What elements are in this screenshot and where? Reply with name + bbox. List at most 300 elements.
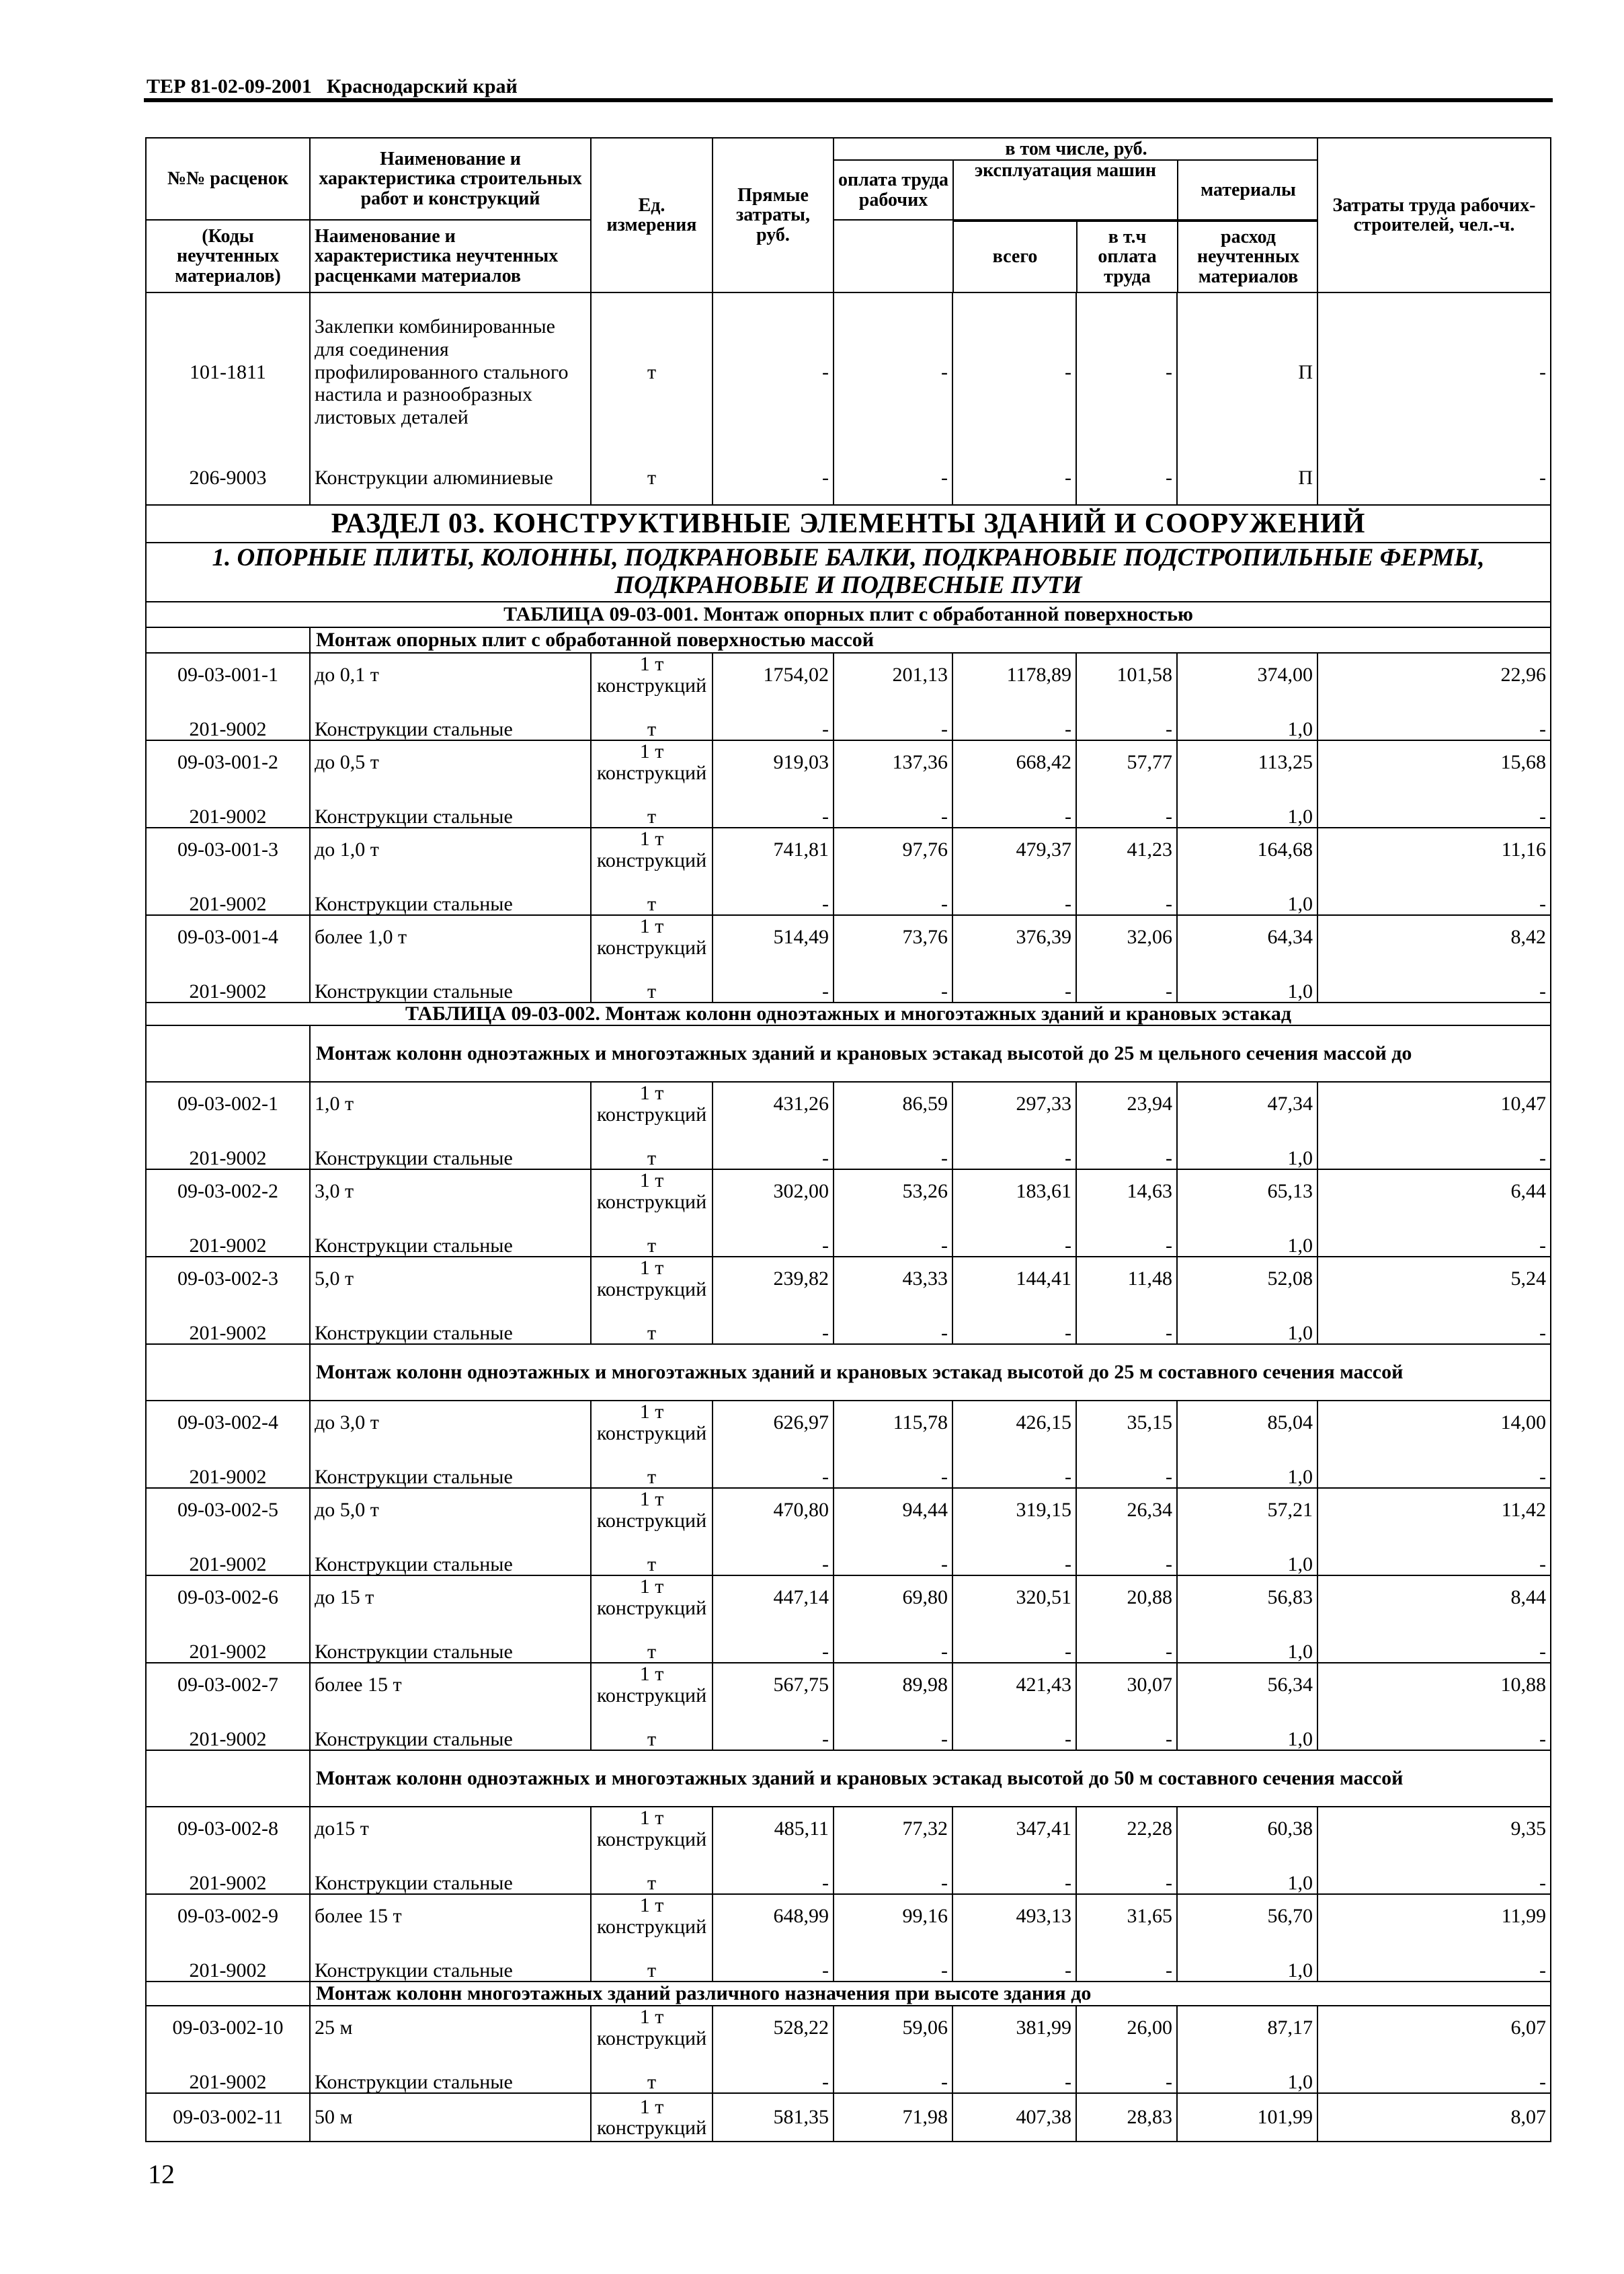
subsection-title-cell: 1. ОПОРНЫЕ ПЛИТЫ, КОЛОННЫ, ПОДКРАНОВЫЕ БАЛКИ, ПОДКРАНОВЫЕ ПОДСТРОПИЛЬНЫЕ ФЕРМЫ, ПОДКРАНОВЫЕ И ПОДВЕСНЫЕ ПУТИ xyxy=(146,543,1551,602)
material-name: Конструкции стальные xyxy=(310,958,591,1003)
header-rule xyxy=(144,98,1553,102)
material-machine-cost-cell: - xyxy=(952,696,1076,740)
material-wage-cell: - xyxy=(834,1212,952,1257)
col-direct-header: Прямые затраты, руб. xyxy=(713,138,834,292)
wage-cell: 77,32 xyxy=(834,1807,952,1850)
material-machine-wage-cell: - xyxy=(1076,1125,1177,1169)
material-machine-wage-cell: - xyxy=(1076,1850,1177,1894)
material-qty-cell: 1,0 xyxy=(1177,1937,1317,1982)
direct-cost-cell: 626,97 xyxy=(713,1401,834,1444)
material-wage-cell: - xyxy=(834,2049,952,2093)
direct-cost-cell: 1754,02 xyxy=(713,653,834,696)
machine-cost-cell: 320,51 xyxy=(952,1575,1076,1618)
machine-wage-cell: 101,58 xyxy=(1076,653,1177,696)
col-machine-wage-header: в т.ч оплата труда xyxy=(1077,221,1178,292)
material-labor-cell: - xyxy=(1317,1706,1551,1750)
material-name: Конструкции стальные xyxy=(310,1531,591,1575)
col-code-subheader: (Коды неучтенных материалов) xyxy=(146,220,310,292)
labor-cell: 9,35 xyxy=(1317,1807,1551,1850)
wage-cell: - xyxy=(834,451,952,505)
rate-code: 09-03-001-1 xyxy=(146,653,310,696)
rate-row xyxy=(146,740,1551,783)
group-code-cell xyxy=(146,1344,310,1401)
col-wage-header: оплата труда рабочих xyxy=(834,160,953,219)
rate-code: 09-03-002-6 xyxy=(146,1575,310,1618)
unit-cell: 1 т конструкций xyxy=(591,740,713,783)
wage-cell: 73,76 xyxy=(834,915,952,958)
materials-cell: 101,99 xyxy=(1177,2093,1317,2142)
material-name: Конструкции стальные xyxy=(310,1300,591,1344)
direct-cost-cell: 741,81 xyxy=(713,828,834,871)
machine-cost-cell: 1178,89 xyxy=(952,653,1076,696)
rate-row xyxy=(146,2093,1551,2142)
material-labor-cell: - xyxy=(1317,1212,1551,1257)
machine-cost-cell: 421,43 xyxy=(952,1663,1076,1706)
machine-cost-cell: 479,37 xyxy=(952,828,1076,871)
material-labor-cell: - xyxy=(1317,1125,1551,1169)
material-machine-cost-cell: - xyxy=(952,783,1076,828)
table2-title xyxy=(146,1003,1551,1025)
rate-row xyxy=(146,292,1551,451)
material-labor-cell: - xyxy=(1317,1850,1551,1894)
subheader-table-top xyxy=(834,139,1317,219)
material-row xyxy=(146,871,1551,915)
col-mat-qty-header: расход неучтенных материалов xyxy=(1178,221,1317,292)
machine-cost-cell: 407,38 xyxy=(952,2093,1076,2142)
material-unit: т xyxy=(591,1531,713,1575)
material-labor-cell: - xyxy=(1317,1937,1551,1982)
material-qty-cell: 1,0 xyxy=(1177,1300,1317,1344)
rate-code: 101-1811 xyxy=(146,292,310,451)
material-code: 201-9002 xyxy=(146,1300,310,1344)
material-name: Конструкции стальные xyxy=(310,1706,591,1750)
materials-cell: 57,21 xyxy=(1177,1488,1317,1531)
material-row xyxy=(146,958,1551,1003)
page-header xyxy=(147,75,518,98)
material-wage-cell: - xyxy=(834,958,952,1003)
rate-row xyxy=(146,1257,1551,1300)
col-unit-header: Ед. измерения xyxy=(591,138,713,292)
material-machine-wage-cell: - xyxy=(1076,871,1177,915)
materials-cell: 113,25 xyxy=(1177,740,1317,783)
wage-cell: 99,16 xyxy=(834,1894,952,1937)
unit-cell: 1 т конструкций xyxy=(591,1401,713,1444)
material-machine-wage-cell: - xyxy=(1076,1444,1177,1488)
material-direct-cost-cell: - xyxy=(713,1300,834,1344)
material-machine-wage-cell: - xyxy=(1076,1300,1177,1344)
material-labor-cell: - xyxy=(1317,783,1551,828)
material-unit: т xyxy=(591,1125,713,1169)
material-unit: т xyxy=(591,1300,713,1344)
machine-wage-cell: 32,06 xyxy=(1076,915,1177,958)
direct-cost-cell: 514,49 xyxy=(713,915,834,958)
rate-row xyxy=(146,1488,1551,1531)
material-row xyxy=(146,1444,1551,1488)
rate-row xyxy=(146,1082,1551,1125)
material-row xyxy=(146,1300,1551,1344)
material-wage-cell: - xyxy=(834,696,952,740)
rate-name: до 5,0 т xyxy=(310,1488,591,1531)
rate-name: до15 т xyxy=(310,1807,591,1850)
material-machine-cost-cell: - xyxy=(952,1444,1076,1488)
material-direct-cost-cell: - xyxy=(713,871,834,915)
material-machine-cost-cell: - xyxy=(952,1531,1076,1575)
unit-cell: 1 т конструкций xyxy=(591,2093,713,2142)
material-machine-cost-cell: - xyxy=(952,1212,1076,1257)
col-machine-group-header: эксплуатация машин xyxy=(953,160,1178,219)
group-code-cell xyxy=(146,627,310,653)
unit-cell: 1 т конструкций xyxy=(591,828,713,871)
direct-cost-cell: 431,26 xyxy=(713,1082,834,1125)
materials-cell: 65,13 xyxy=(1177,1169,1317,1212)
rate-code: 09-03-001-2 xyxy=(146,740,310,783)
material-code: 201-9002 xyxy=(146,1212,310,1257)
labor-cell: - xyxy=(1317,451,1551,505)
material-unit: т xyxy=(591,696,713,740)
rate-code: 09-03-001-4 xyxy=(146,915,310,958)
rate-code: 206-9003 xyxy=(146,451,310,505)
material-qty-cell: 1,0 xyxy=(1177,1125,1317,1169)
materials-cell: 56,70 xyxy=(1177,1894,1317,1937)
labor-cell: 8,07 xyxy=(1317,2093,1551,2142)
material-name: Конструкции стальные xyxy=(310,1850,591,1894)
material-code: 201-9002 xyxy=(146,1706,310,1750)
wage-cell: 89,98 xyxy=(834,1663,952,1706)
rate-name: до 0,1 т xyxy=(310,653,591,696)
labor-cell: 10,88 xyxy=(1317,1663,1551,1706)
machine-cost-cell: 297,33 xyxy=(952,1082,1076,1125)
material-machine-cost-cell: - xyxy=(952,958,1076,1003)
material-code: 201-9002 xyxy=(146,696,310,740)
material-direct-cost-cell: - xyxy=(713,1937,834,1982)
rate-name: до 15 т xyxy=(310,1575,591,1618)
rate-code: 09-03-002-2 xyxy=(146,1169,310,1212)
group-code-cell xyxy=(146,1025,310,1082)
material-labor-cell: - xyxy=(1317,2049,1551,2093)
rate-code: 09-03-002-5 xyxy=(146,1488,310,1531)
col-name-header: Наименование и характеристика строительных работ и конструкций xyxy=(310,138,591,220)
machine-wage-cell: 41,23 xyxy=(1076,828,1177,871)
material-code: 201-9002 xyxy=(146,1937,310,1982)
material-wage-cell: - xyxy=(834,1531,952,1575)
material-direct-cost-cell: - xyxy=(713,2049,834,2093)
machine-cost-cell: 381,99 xyxy=(952,2006,1076,2049)
rate-row xyxy=(146,915,1551,958)
material-wage-cell: - xyxy=(834,1850,952,1894)
group-row xyxy=(146,1750,1551,1807)
rate-name: 1,0 т xyxy=(310,1082,591,1125)
wage-cell: 43,33 xyxy=(834,1257,952,1300)
material-name: Конструкции стальные xyxy=(310,871,591,915)
group-title: Монтаж колонн многоэтажных зданий различного назначения при высоте здания до xyxy=(310,1982,1551,2006)
unit-cell: 1 т конструкций xyxy=(591,1894,713,1937)
rate-name: более 1,0 т xyxy=(310,915,591,958)
material-row xyxy=(146,696,1551,740)
rate-code: 09-03-002-8 xyxy=(146,1807,310,1850)
direct-cost-cell: 447,14 xyxy=(713,1575,834,1618)
machine-wage-cell: 26,00 xyxy=(1076,2006,1177,2049)
materials-cell: П xyxy=(1177,292,1317,451)
machine-cost-cell: 144,41 xyxy=(952,1257,1076,1300)
machine-cost-cell: 493,13 xyxy=(952,1894,1076,1937)
group-row xyxy=(146,1982,1551,2006)
group-row xyxy=(146,1344,1551,1401)
material-machine-wage-cell: - xyxy=(1076,2049,1177,2093)
material-code: 201-9002 xyxy=(146,1850,310,1894)
material-wage-cell: - xyxy=(834,1444,952,1488)
page-number: 12 xyxy=(148,2159,175,2189)
direct-cost-cell: 302,00 xyxy=(713,1169,834,1212)
unit-cell: 1 т конструкций xyxy=(591,1807,713,1850)
unit-cell: т xyxy=(591,451,713,505)
rate-row xyxy=(146,1401,1551,1444)
machine-wage-cell: 23,94 xyxy=(1076,1082,1177,1125)
material-unit: т xyxy=(591,871,713,915)
unit-cell: 1 т конструкций xyxy=(591,1169,713,1212)
material-row xyxy=(146,783,1551,828)
machine-wage-cell: 11,48 xyxy=(1076,1257,1177,1300)
group-title: Монтаж опорных плит с обработанной поверхностью массой xyxy=(310,627,1551,653)
material-machine-wage-cell: - xyxy=(1076,1937,1177,1982)
materials-cell: 52,08 xyxy=(1177,1257,1317,1300)
rate-name: 5,0 т xyxy=(310,1257,591,1300)
wage-cell: 53,26 xyxy=(834,1169,952,1212)
material-wage-cell: - xyxy=(834,1618,952,1663)
wage-cell: 97,76 xyxy=(834,828,952,871)
unit-cell: 1 т конструкций xyxy=(591,1663,713,1706)
material-code: 201-9002 xyxy=(146,2049,310,2093)
material-wage-cell: - xyxy=(834,1125,952,1169)
col-code-header: №№ расценок xyxy=(146,138,310,220)
material-name: Конструкции стальные xyxy=(310,1212,591,1257)
wage-cell: 94,44 xyxy=(834,1488,952,1531)
material-machine-wage-cell: - xyxy=(1076,1531,1177,1575)
material-unit: т xyxy=(591,1937,713,1982)
material-labor-cell: - xyxy=(1317,1444,1551,1488)
material-row xyxy=(146,1937,1551,1982)
group-title: Монтаж колонн одноэтажных и многоэтажных зданий и крановых эстакад высотой до 50 м составного сечения массой xyxy=(310,1750,1551,1807)
material-machine-cost-cell: - xyxy=(952,1125,1076,1169)
material-unit: т xyxy=(591,1618,713,1663)
machine-cost-cell: 376,39 xyxy=(952,915,1076,958)
material-direct-cost-cell: - xyxy=(713,958,834,1003)
machine-cost-cell: - xyxy=(952,292,1076,451)
labor-cell: 14,00 xyxy=(1317,1401,1551,1444)
material-direct-cost-cell: - xyxy=(713,1125,834,1169)
section-title xyxy=(146,505,1551,543)
direct-cost-cell: 485,11 xyxy=(713,1807,834,1850)
wage-cell: 69,80 xyxy=(834,1575,952,1618)
material-code: 201-9002 xyxy=(146,1444,310,1488)
col-materials-header: материалы xyxy=(1201,179,1296,200)
rate-row xyxy=(146,451,1551,505)
materials-cell: 87,17 xyxy=(1177,2006,1317,2049)
rate-name: 50 м xyxy=(310,2093,591,2142)
document-region: Краснодарский край xyxy=(326,75,518,97)
machine-wage-cell: 26,34 xyxy=(1076,1488,1177,1531)
machine-wage-cell: 57,77 xyxy=(1076,740,1177,783)
in-that-number-subgroup xyxy=(834,220,1317,292)
material-unit: т xyxy=(591,1850,713,1894)
material-row xyxy=(146,2049,1551,2093)
material-code: 201-9002 xyxy=(146,1531,310,1575)
header-row-top xyxy=(146,138,1551,220)
col-labor-header: Затраты труда рабочих-строителей, чел.-ч. xyxy=(1317,138,1551,292)
machine-wage-cell: 28,83 xyxy=(1076,2093,1177,2142)
group-header: в том числе, руб. xyxy=(834,139,1317,160)
direct-cost-cell: - xyxy=(713,451,834,505)
material-labor-cell: - xyxy=(1317,1531,1551,1575)
material-wage-cell: - xyxy=(834,1706,952,1750)
material-qty-cell: 1,0 xyxy=(1177,871,1317,915)
material-unit: т xyxy=(591,1212,713,1257)
material-name: Конструкции стальные xyxy=(310,1444,591,1488)
material-labor-cell: - xyxy=(1317,1618,1551,1663)
material-wage-cell: - xyxy=(834,1300,952,1344)
material-machine-wage-cell: - xyxy=(1076,783,1177,828)
material-direct-cost-cell: - xyxy=(713,696,834,740)
rate-name: более 15 т xyxy=(310,1894,591,1937)
material-machine-cost-cell: - xyxy=(952,1300,1076,1344)
material-qty-cell: 1,0 xyxy=(1177,1212,1317,1257)
machine-cost-cell: 319,15 xyxy=(952,1488,1076,1531)
in-that-number-group xyxy=(834,138,1317,220)
material-direct-cost-cell: - xyxy=(713,783,834,828)
materials-cell: П xyxy=(1177,451,1317,505)
material-row xyxy=(146,1618,1551,1663)
materials-cell: 85,04 xyxy=(1177,1401,1317,1444)
direct-cost-cell: 581,35 xyxy=(713,2093,834,2142)
material-row xyxy=(146,1212,1551,1257)
rate-row xyxy=(146,1807,1551,1850)
labor-cell: 10,47 xyxy=(1317,1082,1551,1125)
material-machine-cost-cell: - xyxy=(952,1850,1076,1894)
group-row xyxy=(146,627,1551,653)
material-qty-cell: 1,0 xyxy=(1177,1444,1317,1488)
subheader-table-bottom xyxy=(834,221,1317,292)
rate-code: 09-03-002-11 xyxy=(146,2093,310,2142)
rate-name: до 3,0 т xyxy=(310,1401,591,1444)
labor-cell: 11,16 xyxy=(1317,828,1551,871)
rate-code: 09-03-002-7 xyxy=(146,1663,310,1706)
rate-name: до 0,5 т xyxy=(310,740,591,783)
material-name: Конструкции стальные xyxy=(310,2049,591,2093)
material-labor-cell: - xyxy=(1317,1300,1551,1344)
direct-cost-cell: 528,22 xyxy=(713,2006,834,2049)
rate-row xyxy=(146,2006,1551,2049)
material-qty-cell: 1,0 xyxy=(1177,1850,1317,1894)
direct-cost-cell: 470,80 xyxy=(713,1488,834,1531)
material-row xyxy=(146,1531,1551,1575)
material-machine-wage-cell: - xyxy=(1076,958,1177,1003)
material-name: Конструкции стальные xyxy=(310,1618,591,1663)
material-labor-cell: - xyxy=(1317,958,1551,1003)
direct-cost-cell: - xyxy=(713,292,834,451)
group-title: Монтаж колонн одноэтажных и многоэтажных зданий и крановых эстакад высотой до 25 м цельного сечения массой до xyxy=(310,1025,1551,1082)
material-row xyxy=(146,1125,1551,1169)
material-direct-cost-cell: - xyxy=(713,1706,834,1750)
rate-row xyxy=(146,1169,1551,1212)
wage-cell: 86,59 xyxy=(834,1082,952,1125)
materials-cell: 56,34 xyxy=(1177,1663,1317,1706)
material-wage-cell: - xyxy=(834,871,952,915)
materials-cell: 60,38 xyxy=(1177,1807,1317,1850)
material-machine-cost-cell: - xyxy=(952,1706,1076,1750)
wage-cell: 115,78 xyxy=(834,1401,952,1444)
rate-name: до 1,0 т xyxy=(310,828,591,871)
group-row xyxy=(146,1025,1551,1082)
machine-cost-cell: 347,41 xyxy=(952,1807,1076,1850)
document-code: ТЕР 81-02-09-2001 xyxy=(147,75,312,97)
rate-code: 09-03-002-10 xyxy=(146,2006,310,2049)
rate-code: 09-03-002-3 xyxy=(146,1257,310,1300)
material-unit: т xyxy=(591,1444,713,1488)
material-row xyxy=(146,1706,1551,1750)
col-wage-header-cont xyxy=(834,221,953,292)
unit-cell: 1 т конструкций xyxy=(591,1488,713,1531)
machine-cost-cell: 183,61 xyxy=(952,1169,1076,1212)
wage-cell: 59,06 xyxy=(834,2006,952,2049)
unit-cell: 1 т конструкций xyxy=(591,1257,713,1300)
labor-cell: 8,42 xyxy=(1317,915,1551,958)
materials-cell: 374,00 xyxy=(1177,653,1317,696)
material-unit: т xyxy=(591,783,713,828)
material-machine-wage-cell: - xyxy=(1076,1618,1177,1663)
material-direct-cost-cell: - xyxy=(713,1531,834,1575)
wage-cell: 71,98 xyxy=(834,2093,952,2142)
material-code: 201-9002 xyxy=(146,1618,310,1663)
material-qty-cell: 1,0 xyxy=(1177,1531,1317,1575)
rate-name: 25 м xyxy=(310,2006,591,2049)
materials-cell: 47,34 xyxy=(1177,1082,1317,1125)
unit-cell: 1 т конструкций xyxy=(591,2006,713,2049)
rate-name: Заклепки комбинированные для соединения профилированного стального настила и разнообразных листовых деталей xyxy=(310,292,591,451)
rate-row xyxy=(146,828,1551,871)
wage-cell: 201,13 xyxy=(834,653,952,696)
material-direct-cost-cell: - xyxy=(713,1444,834,1488)
rate-row xyxy=(146,1663,1551,1706)
material-qty-cell: 1,0 xyxy=(1177,1618,1317,1663)
rate-name: 3,0 т xyxy=(310,1169,591,1212)
machine-wage-cell: - xyxy=(1076,292,1177,451)
materials-cell: 56,83 xyxy=(1177,1575,1317,1618)
unit-cell: т xyxy=(591,292,713,451)
rate-code: 09-03-002-9 xyxy=(146,1894,310,1937)
table1-title-cell: ТАБЛИЦА 09-03-001. Монтаж опорных плит с обработанной поверхностью xyxy=(146,602,1551,627)
rate-row xyxy=(146,1894,1551,1937)
material-machine-cost-cell: - xyxy=(952,1937,1076,1982)
direct-cost-cell: 919,03 xyxy=(713,740,834,783)
labor-cell: 5,24 xyxy=(1317,1257,1551,1300)
material-direct-cost-cell: - xyxy=(713,1618,834,1663)
rate-row xyxy=(146,653,1551,696)
material-labor-cell: - xyxy=(1317,696,1551,740)
material-name: Конструкции стальные xyxy=(310,1125,591,1169)
labor-cell: 6,07 xyxy=(1317,2006,1551,2049)
material-code: 201-9002 xyxy=(146,1125,310,1169)
material-direct-cost-cell: - xyxy=(713,1850,834,1894)
labor-cell: 22,96 xyxy=(1317,653,1551,696)
rates-table-body xyxy=(146,138,1551,2142)
material-wage-cell: - xyxy=(834,1937,952,1982)
material-machine-wage-cell: - xyxy=(1076,1212,1177,1257)
direct-cost-cell: 239,82 xyxy=(713,1257,834,1300)
material-labor-cell: - xyxy=(1317,871,1551,915)
material-qty-cell: 1,0 xyxy=(1177,2049,1317,2093)
material-row xyxy=(146,1850,1551,1894)
direct-cost-cell: 567,75 xyxy=(713,1663,834,1706)
material-qty-cell: 1,0 xyxy=(1177,696,1317,740)
